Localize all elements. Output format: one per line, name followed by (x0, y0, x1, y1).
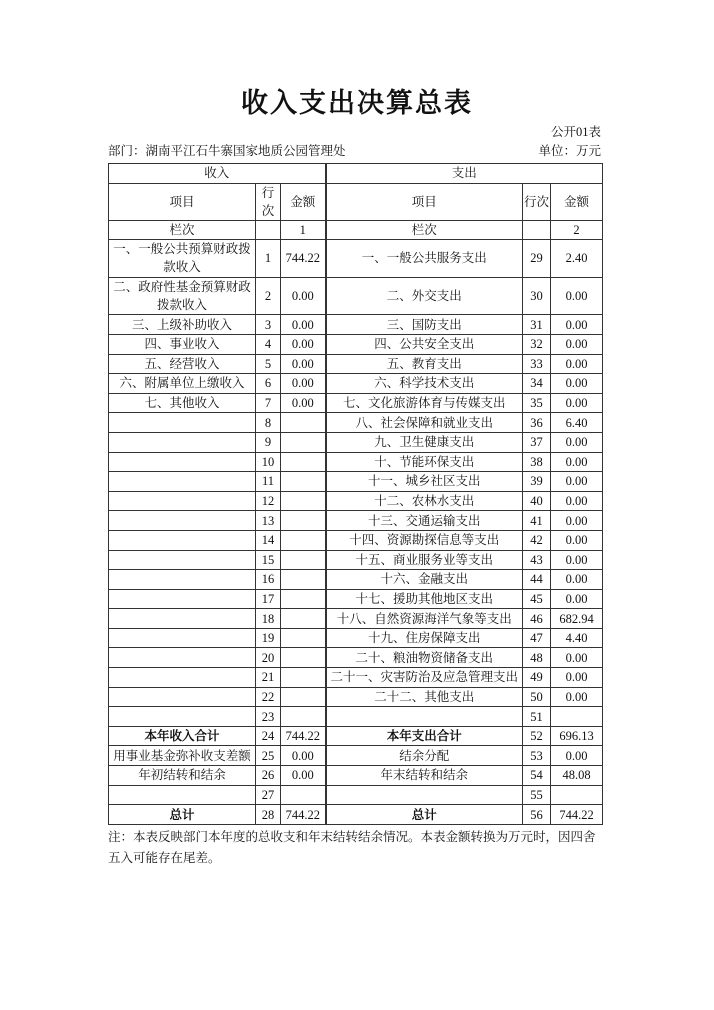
expense-item-cell: 十三、交通运输支出 (326, 511, 523, 531)
expense-line-cell: 49 (523, 668, 551, 688)
expense-amount-cell: 0.00 (551, 550, 603, 570)
income-amount-cell (281, 413, 326, 433)
income-item-cell (109, 413, 256, 433)
table-row (109, 315, 603, 335)
expense-item-cell: 十六、金融支出 (326, 570, 523, 590)
expense-amount-cell: 0.00 (551, 374, 603, 394)
expense-amount-cell: 0.00 (551, 668, 603, 688)
income-line-cell: 21 (256, 668, 281, 688)
income-amount-cell (281, 589, 326, 609)
income-amount-cell (281, 432, 326, 452)
form-number: 公开01表 (550, 125, 601, 139)
table-row (109, 413, 603, 433)
income-amount-cell (281, 550, 326, 570)
income-amount-cell (281, 707, 326, 727)
expense-amount-cell: 744.22 (551, 805, 603, 825)
expense-amount-cell: 0.00 (551, 746, 603, 766)
income-item-cell (109, 530, 256, 550)
expense-item-cell: 二十、粮油物资储备支出 (326, 648, 523, 668)
table-row (109, 628, 603, 648)
table-row (109, 511, 603, 531)
income-line-cell: 3 (256, 315, 281, 335)
income-item-cell: 三、上级补助收入 (109, 315, 256, 335)
income-item-cell: 一、一般公共预算财政拨款收入 (109, 240, 256, 278)
expense-item-cell: 十五、商业服务业等支出 (326, 550, 523, 570)
income-amount-cell: 0.00 (281, 354, 326, 374)
income-header: 收入 (109, 164, 326, 184)
table-row (109, 648, 603, 668)
income-item-cell (109, 668, 256, 688)
expense-item-cell: 四、公共安全支出 (326, 334, 523, 354)
expense-amount-cell: 0.00 (551, 432, 603, 452)
expense-col-empty (523, 220, 551, 240)
expense-item-cell: 五、教育支出 (326, 354, 523, 374)
income-line-cell: 10 (256, 452, 281, 472)
income-item-cell (109, 609, 256, 629)
income-item-cell (109, 452, 256, 472)
income-item-cell: 二、政府性基金预算财政拨款收入 (109, 277, 256, 315)
income-amount-cell: 744.22 (281, 240, 326, 278)
expense-amount-cell: 6.40 (551, 413, 603, 433)
expense-item-cell: 二、外交支出 (326, 277, 523, 315)
expense-line-cell: 56 (523, 805, 551, 825)
income-item-cell: 七、其他收入 (109, 393, 256, 413)
income-line-cell: 25 (256, 746, 281, 766)
expense-amount-cell: 2.40 (551, 240, 603, 278)
expense-amount-cell: 0.00 (551, 277, 603, 315)
table-row (109, 766, 603, 786)
income-amount-cell (281, 472, 326, 492)
expense-line-cell: 51 (523, 707, 551, 727)
income-line-cell: 28 (256, 805, 281, 825)
income-item-cell: 年初结转和结余 (109, 766, 256, 786)
income-amount-cell: 0.00 (281, 746, 326, 766)
income-item-cell: 五、经营收入 (109, 354, 256, 374)
table-row (109, 334, 603, 354)
income-amount-cell (281, 452, 326, 472)
expense-line-cell: 42 (523, 530, 551, 550)
expense-line-cell: 34 (523, 374, 551, 394)
expense-amount-cell: 0.00 (551, 393, 603, 413)
income-amount-cell: 744.22 (281, 805, 326, 825)
expense-item-cell: 七、文化旅游体育与传媒支出 (326, 393, 523, 413)
income-item-cell: 本年收入合计 (109, 726, 256, 746)
expense-item-cell: 十二、农林水支出 (326, 491, 523, 511)
expense-line-header: 行次 (523, 183, 551, 220)
income-line-cell: 7 (256, 393, 281, 413)
table-row (109, 393, 603, 413)
table-row (109, 707, 603, 727)
expense-line-cell: 48 (523, 648, 551, 668)
expense-line-cell: 38 (523, 452, 551, 472)
income-item-cell (109, 628, 256, 648)
income-item-cell (109, 648, 256, 668)
expense-amount-cell: 0.00 (551, 354, 603, 374)
expense-item-cell: 二十二、其他支出 (326, 687, 523, 707)
expense-line-cell: 40 (523, 491, 551, 511)
expense-item-cell: 十九、住房保障支出 (326, 628, 523, 648)
page-title: 收入支出决算总表 (241, 88, 473, 118)
table-row (109, 550, 603, 570)
income-item-header: 项目 (109, 183, 256, 220)
income-item-cell (109, 432, 256, 452)
expense-amount-cell: 0.00 (551, 589, 603, 609)
income-line-cell: 22 (256, 687, 281, 707)
expense-amount-cell: 0.00 (551, 530, 603, 550)
expense-line-cell: 30 (523, 277, 551, 315)
income-line-cell: 24 (256, 726, 281, 746)
expense-line-cell: 41 (523, 511, 551, 531)
expense-line-cell: 47 (523, 628, 551, 648)
expense-item-cell: 八、社会保障和就业支出 (326, 413, 523, 433)
department-label: 部门：湖南平江石牛寨国家地质公园管理处 (108, 144, 346, 158)
expense-item-cell: 本年支出合计 (326, 726, 523, 746)
table-row (109, 530, 603, 550)
income-line-cell: 8 (256, 413, 281, 433)
income-amount-cell (281, 687, 326, 707)
income-amount-cell (281, 609, 326, 629)
expense-line-cell: 44 (523, 570, 551, 590)
table-row (109, 570, 603, 590)
income-item-cell: 六、附属单位上缴收入 (109, 374, 256, 394)
expense-line-cell: 39 (523, 472, 551, 492)
income-amount-cell: 0.00 (281, 334, 326, 354)
income-amount-cell: 0.00 (281, 315, 326, 335)
income-line-cell: 9 (256, 432, 281, 452)
expense-amount-cell: 48.08 (551, 766, 603, 786)
expense-item-header: 项目 (326, 183, 523, 220)
expense-line-cell: 52 (523, 726, 551, 746)
income-item-cell (109, 570, 256, 590)
expense-amount-cell: 0.00 (551, 472, 603, 492)
income-amount-cell: 0.00 (281, 374, 326, 394)
income-col-empty (256, 220, 281, 240)
table-row (109, 354, 603, 374)
expense-amount-cell: 0.00 (551, 570, 603, 590)
expense-amount-cell: 0.00 (551, 334, 603, 354)
income-line-cell: 2 (256, 277, 281, 315)
table-row (109, 374, 603, 394)
income-amount-cell (281, 648, 326, 668)
table-row (109, 687, 603, 707)
income-amount-cell (281, 628, 326, 648)
unit-label: 单位：万元 (538, 144, 601, 158)
table-and-note (108, 163, 602, 869)
income-line-cell: 13 (256, 511, 281, 531)
table-row (109, 432, 603, 452)
expense-amount-cell: 0.00 (551, 315, 603, 335)
income-item-cell (109, 550, 256, 570)
income-item-cell (109, 589, 256, 609)
income-amount-cell (281, 491, 326, 511)
table-body (109, 240, 603, 825)
table-row (109, 277, 603, 315)
income-item-cell (109, 785, 256, 805)
expense-amount-cell: 0.00 (551, 648, 603, 668)
table-row (109, 609, 603, 629)
expense-amount-header: 金额 (551, 183, 603, 220)
expense-item-cell: 结余分配 (326, 746, 523, 766)
income-line-cell: 23 (256, 707, 281, 727)
table-row (109, 589, 603, 609)
income-line-cell: 5 (256, 354, 281, 374)
expense-amount-cell: 696.13 (551, 726, 603, 746)
expense-item-cell: 十八、自然资源海洋气象等支出 (326, 609, 523, 629)
expense-line-cell: 35 (523, 393, 551, 413)
expense-amount-cell: 682.94 (551, 609, 603, 629)
expense-item-cell: 十、节能环保支出 (326, 452, 523, 472)
expense-item-cell: 六、科学技术支出 (326, 374, 523, 394)
expense-item-cell: 十一、城乡社区支出 (326, 472, 523, 492)
expense-item-cell (326, 707, 523, 727)
expense-amount-cell: 0.00 (551, 452, 603, 472)
footnote: 注：本表反映部门本年度的总收支和年末结转结余情况。本表金额转换为万元时，因四舍五入可能存在尾差。 (108, 829, 596, 865)
income-line-cell: 1 (256, 240, 281, 278)
expense-line-cell: 33 (523, 354, 551, 374)
income-amount-cell (281, 570, 326, 590)
income-item-cell (109, 491, 256, 511)
income-amount-cell: 0.00 (281, 277, 326, 315)
income-line-cell: 17 (256, 589, 281, 609)
income-item-cell (109, 472, 256, 492)
income-line-cell: 14 (256, 530, 281, 550)
expense-line-cell: 43 (523, 550, 551, 570)
table-row (109, 668, 603, 688)
expense-line-cell: 37 (523, 432, 551, 452)
income-item-cell: 四、事业收入 (109, 334, 256, 354)
expense-amount-cell: 4.40 (551, 628, 603, 648)
table-row (109, 240, 603, 278)
income-expense-table (108, 163, 603, 825)
income-line-cell: 16 (256, 570, 281, 590)
expense-line-cell: 31 (523, 315, 551, 335)
expense-line-cell: 32 (523, 334, 551, 354)
expense-col-number: 2 (551, 220, 603, 240)
income-line-cell: 15 (256, 550, 281, 570)
expense-line-cell: 53 (523, 746, 551, 766)
expense-item-cell (326, 785, 523, 805)
table-row (109, 452, 603, 472)
expense-item-cell: 十四、资源勘探信息等支出 (326, 530, 523, 550)
income-amount-cell: 0.00 (281, 766, 326, 786)
expense-item-cell: 九、卫生健康支出 (326, 432, 523, 452)
income-amount-cell: 0.00 (281, 393, 326, 413)
income-item-cell: 总计 (109, 805, 256, 825)
income-item-cell (109, 687, 256, 707)
table-row (109, 726, 603, 746)
expense-col-label: 栏次 (326, 220, 523, 240)
income-line-cell: 18 (256, 609, 281, 629)
income-line-cell: 19 (256, 628, 281, 648)
table-row (109, 472, 603, 492)
income-amount-cell (281, 511, 326, 531)
income-col-number: 1 (281, 220, 326, 240)
income-item-cell (109, 511, 256, 531)
expense-line-cell: 29 (523, 240, 551, 278)
expense-line-cell: 54 (523, 766, 551, 786)
income-line-cell: 26 (256, 766, 281, 786)
income-line-cell: 11 (256, 472, 281, 492)
income-col-label: 栏次 (109, 220, 256, 240)
expense-amount-cell: 0.00 (551, 687, 603, 707)
income-line-cell: 6 (256, 374, 281, 394)
income-line-cell: 27 (256, 785, 281, 805)
income-line-cell: 20 (256, 648, 281, 668)
expense-item-cell: 十七、援助其他地区支出 (326, 589, 523, 609)
expense-amount-cell (551, 785, 603, 805)
income-item-cell: 用事业基金弥补收支差额 (109, 746, 256, 766)
income-line-cell: 12 (256, 491, 281, 511)
table-row (109, 746, 603, 766)
expense-item-cell: 二十一、灾害防治及应急管理支出 (326, 668, 523, 688)
expense-line-cell: 45 (523, 589, 551, 609)
table-row (109, 805, 603, 825)
expense-item-cell: 总计 (326, 805, 523, 825)
expense-amount-cell (551, 707, 603, 727)
expense-header: 支出 (326, 164, 603, 184)
expense-line-cell: 55 (523, 785, 551, 805)
table-row (109, 785, 603, 805)
expense-line-cell: 50 (523, 687, 551, 707)
income-amount-cell: 744.22 (281, 726, 326, 746)
expense-line-cell: 36 (523, 413, 551, 433)
table-row (109, 491, 603, 511)
income-line-cell: 4 (256, 334, 281, 354)
expense-item-cell: 三、国防支出 (326, 315, 523, 335)
income-amount-cell (281, 530, 326, 550)
expense-amount-cell: 0.00 (551, 511, 603, 531)
income-line-header: 行次 (256, 183, 281, 220)
income-amount-cell (281, 785, 326, 805)
expense-amount-cell: 0.00 (551, 491, 603, 511)
expense-line-cell: 46 (523, 609, 551, 629)
income-amount-header: 金额 (281, 183, 326, 220)
income-amount-cell (281, 668, 326, 688)
income-item-cell (109, 707, 256, 727)
expense-item-cell: 年末结转和结余 (326, 766, 523, 786)
expense-item-cell: 一、一般公共服务支出 (326, 240, 523, 278)
